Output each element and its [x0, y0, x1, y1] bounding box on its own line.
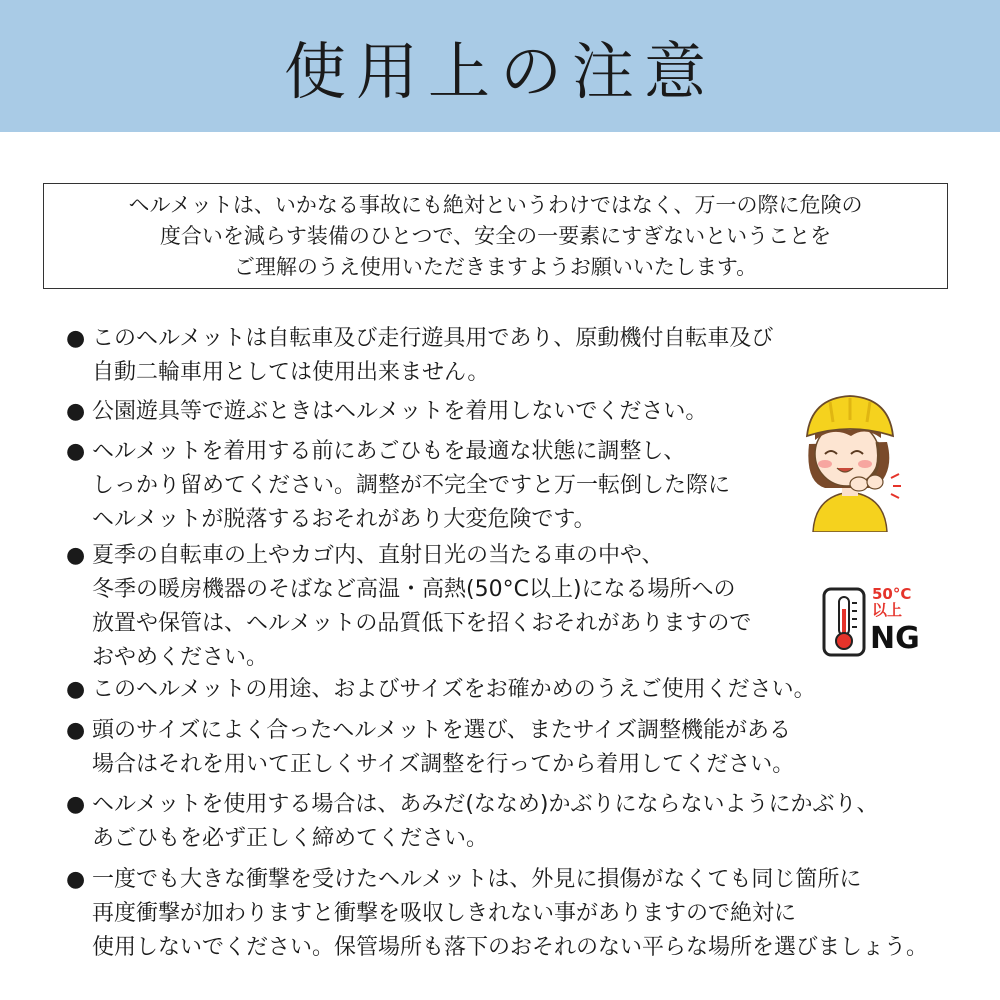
disclaimer-line: ヘルメットは、いかなる事故にも絶対というわけではなく、万一の際に危険の	[128, 192, 863, 217]
caution-item	[66, 714, 794, 782]
caution-text: あごひもを必ず正しく締めてください。	[92, 826, 489, 851]
caution-text: 放置や保管は、ヘルメットの品質低下を招くおそれがありますので	[92, 611, 752, 636]
page-title: 使用上の注意	[283, 34, 716, 108]
bullet-icon: ●	[66, 439, 86, 464]
caution-text: 夏季の自転車の上やカゴ内、直射日光の当たる車の中や、	[92, 543, 664, 568]
temperature-ng-badge	[822, 587, 922, 659]
temp-threshold-label: 50°C	[872, 585, 912, 603]
caution-text: ヘルメットが脱落するおそれがあり大変危険です。	[92, 507, 596, 532]
caution-item	[66, 788, 879, 856]
caution-text: おやめください。	[92, 645, 269, 670]
caution-item	[66, 395, 707, 429]
caution-text: 場合はそれを用いて正しくサイズ調整を行ってから着用してください。	[92, 752, 795, 777]
thermometer-icon	[822, 587, 866, 657]
caution-text: 冬季の暖房機器のそばなど高温・高熱(50°C以上)になる場所への	[92, 577, 736, 602]
disclaimer-line: 度合いを減らす装備のひとつで、安全の一要素にすぎないということを	[159, 223, 832, 248]
caution-text: このヘルメットは自転車及び走行遊具用であり、原動機付自転車及び	[92, 326, 774, 351]
caution-text: ヘルメットを使用する場合は、あみだ(ななめ)かぶりにならないようにかぶり、	[92, 792, 879, 817]
bullet-icon: ●	[66, 867, 86, 892]
disclaimer-line: ご理解のうえ使用いただきますようお願いいたします。	[233, 254, 758, 279]
caution-text: 自動二輪車用としては使用出来ません。	[92, 360, 490, 385]
bullet-icon: ●	[66, 543, 86, 568]
disclaimer-box	[43, 183, 948, 289]
caution-text: 一度でも大きな衝撃を受けたヘルメットは、外見に損傷がなくても同じ箇所に	[92, 867, 862, 892]
caution-text: 使用しないでください。保管場所も落下のおそれのない平らな場所を選びましょう。	[92, 935, 929, 960]
caution-item	[66, 673, 816, 707]
caution-item	[66, 539, 751, 675]
caution-text: このヘルメットの用途、およびサイズをお確かめのうえご使用ください。	[92, 677, 816, 702]
caution-text: しっかり留めてください。調整が不完全ですと万一転倒した際に	[92, 473, 731, 498]
caution-text: 再度衝撃が加わりますと衝撃を吸収しきれない事がありますので絶対に	[92, 901, 797, 926]
caution-text: 公園遊具等で遊ぶときはヘルメットを着用しないでください。	[92, 399, 708, 424]
bullet-icon: ●	[66, 677, 86, 702]
caution-text: ヘルメットを着用する前にあごひもを最適な状態に調整し、	[92, 439, 686, 464]
helmet-girl-illustration	[795, 392, 905, 532]
bullet-icon: ●	[66, 326, 86, 351]
temp-above-label: 以上	[872, 601, 903, 619]
ng-label: NG	[870, 621, 920, 656]
bullet-icon: ●	[66, 399, 86, 424]
bullet-icon: ●	[66, 718, 86, 743]
title-banner	[0, 0, 1000, 132]
caution-item	[66, 435, 730, 537]
caution-text: 頭のサイズによく合ったヘルメットを選び、またサイズ調整機能がある	[92, 718, 791, 743]
caution-item	[66, 863, 928, 965]
caution-item	[66, 322, 773, 390]
bullet-icon: ●	[66, 792, 86, 817]
